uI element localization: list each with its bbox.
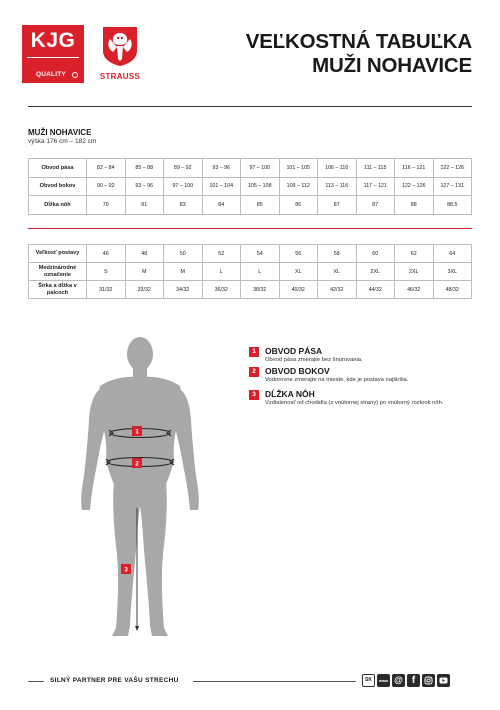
table-cell: 89 – 92: [164, 159, 203, 178]
table-cell: 34/32: [164, 281, 203, 299]
table-cell: 122 – 126: [433, 159, 472, 178]
marker-1: [132, 426, 142, 436]
table-cell: 84: [202, 196, 241, 215]
table-cell: 101 – 104: [202, 177, 241, 196]
legend-number: 2: [249, 367, 259, 377]
table-row: [29, 159, 472, 178]
size-table-body: [29, 245, 472, 299]
table-cell: 46: [87, 245, 126, 263]
table-cell: 87: [318, 196, 357, 215]
table-cell: 44/32: [356, 281, 395, 299]
table-cell: 48/32: [433, 281, 472, 299]
instagram-glyph: [422, 674, 435, 687]
table-row: [29, 245, 472, 263]
table-cell: 64: [433, 245, 472, 263]
language-sk-icon[interactable]: SK: [362, 674, 375, 687]
table-cell: 46/32: [395, 281, 434, 299]
table-cell: 122 – 126: [395, 177, 434, 196]
email-icon[interactable]: @: [392, 674, 405, 687]
table-cell: 42/32: [318, 281, 357, 299]
table-cell: 93 – 96: [202, 159, 241, 178]
table-cell: 106 – 110: [318, 159, 357, 178]
marker-2: [132, 458, 142, 468]
table-cell: 88: [395, 196, 434, 215]
table-cell: 86: [279, 196, 318, 215]
table-cell: 48: [125, 245, 164, 263]
row-header: Šírka a dĺžka v palcoch: [29, 281, 87, 299]
footer-line-right: [193, 681, 356, 682]
table-cell: 62: [395, 245, 434, 263]
row-header: Medzinárodné označenie: [29, 263, 87, 281]
table-cell: 113 – 116: [318, 177, 357, 196]
table-cell: 36/32: [202, 281, 241, 299]
legend-number: 3: [249, 390, 259, 400]
marker-1-label: 1: [135, 428, 139, 436]
human-silhouette: [81, 337, 199, 636]
table-cell: 54: [241, 245, 280, 263]
table-cell: XL: [279, 263, 318, 281]
measurement-table-body: [29, 159, 472, 215]
table-cell: 83: [164, 196, 203, 215]
table-cell: L: [202, 263, 241, 281]
table-cell: 101 – 105: [279, 159, 318, 178]
legend-description: Obvod pása zmerajte bez šnurovania.: [265, 357, 363, 363]
section-title: MUŽI NOHAVICE: [28, 128, 92, 137]
legend-title: DĹŽKA NÔH: [265, 389, 315, 399]
table-row: [29, 177, 472, 196]
body-silhouette-figure: [60, 334, 220, 640]
table-cell: 58: [318, 245, 357, 263]
table-cell: 111 – 115: [356, 159, 395, 178]
instagram-icon[interactable]: [422, 674, 435, 687]
size-table: [28, 244, 472, 299]
table-cell: 3XL: [433, 263, 472, 281]
marker-3: [121, 564, 131, 574]
legend-description: Vodorovne zmerajte na mieste, kde je postava najširšia.: [265, 377, 409, 383]
measurement-table: [28, 158, 472, 215]
table-row: [29, 281, 472, 299]
table-cell: 40/32: [279, 281, 318, 299]
kjg-logo-text: KJG: [30, 29, 76, 52]
marker-3-label: 3: [124, 566, 128, 574]
table-cell: 33/32: [125, 281, 164, 299]
page-title: [246, 30, 472, 78]
table-cell: 97 – 100: [241, 159, 280, 178]
table-cell: 105 – 108: [241, 177, 280, 196]
legend-description: Vzdialenosť od chodidla (z vnútornej strany) po vnútorný rozkrok nôh.: [265, 400, 444, 406]
table-cell: 81: [125, 196, 164, 215]
table-cell: 85 – 88: [125, 159, 164, 178]
table-separator: [28, 228, 472, 229]
table-cell: 97 – 100: [164, 177, 203, 196]
footer-line-left: [28, 681, 44, 682]
legend-number: 1: [249, 347, 259, 357]
table-cell: 85: [241, 196, 280, 215]
header-divider: [28, 106, 472, 107]
footer-slogan: SILNÝ PARTNER PRE VAŠU STRECHU: [50, 677, 179, 684]
table-cell: 93 – 96: [125, 177, 164, 196]
row-header: Obvod pása: [29, 159, 87, 178]
kjg-logo-divider: [27, 57, 79, 58]
table-cell: 82 – 84: [87, 159, 126, 178]
table-row: [29, 263, 472, 281]
table-cell: 88,5: [433, 196, 472, 215]
table-cell: 109 – 112: [279, 177, 318, 196]
legend-title: OBVOD PÁSA: [265, 346, 323, 356]
kjg-logo: [22, 25, 84, 83]
footer-icons: [362, 674, 452, 688]
strauss-logo: [96, 25, 144, 83]
page-title-line2: MUŽI NOHAVICE: [312, 54, 472, 77]
table-cell: 90 – 92: [87, 177, 126, 196]
table-cell: 2XL: [395, 263, 434, 281]
row-header: Obvod bokov: [29, 177, 87, 196]
table-cell: M: [164, 263, 203, 281]
youtube-glyph: [437, 674, 450, 687]
row-header: Dĺžka nôh: [29, 196, 87, 215]
table-cell: 60: [356, 245, 395, 263]
table-cell: 127 – 131: [433, 177, 472, 196]
table-cell: 79: [87, 196, 126, 215]
table-cell: 50: [164, 245, 203, 263]
table-cell: 31/32: [87, 281, 126, 299]
row-header: Veľkosť postavy: [29, 245, 87, 263]
table-row: [29, 196, 472, 215]
youtube-icon[interactable]: [437, 674, 450, 687]
facebook-icon[interactable]: f: [407, 674, 420, 687]
legend-title: OBVOD BOKOV: [265, 366, 330, 376]
section-subtitle: výška 176 cm – 182 cm: [28, 138, 97, 145]
table-cell: 56: [279, 245, 318, 263]
table-cell: L: [241, 263, 280, 281]
bird-emblem-icon: [101, 25, 139, 67]
kjg-logo-tagline: QUALITY: [36, 71, 66, 78]
table-cell: XL: [318, 263, 357, 281]
marker-2-label: 2: [135, 460, 139, 468]
table-cell: 116 – 121: [395, 159, 434, 178]
table-cell: 2XL: [356, 263, 395, 281]
table-cell: S: [87, 263, 126, 281]
page-title-line1: VEĽKOSTNÁ TABUĽKA: [245, 30, 472, 53]
web-icon[interactable]: www: [377, 674, 390, 687]
registered-icon: [72, 72, 78, 78]
table-cell: 117 – 121: [356, 177, 395, 196]
strauss-logo-text: STRAUSS: [99, 72, 141, 81]
table-cell: M: [125, 263, 164, 281]
table-cell: 38/32: [241, 281, 280, 299]
table-cell: 52: [202, 245, 241, 263]
table-cell: 87: [356, 196, 395, 215]
